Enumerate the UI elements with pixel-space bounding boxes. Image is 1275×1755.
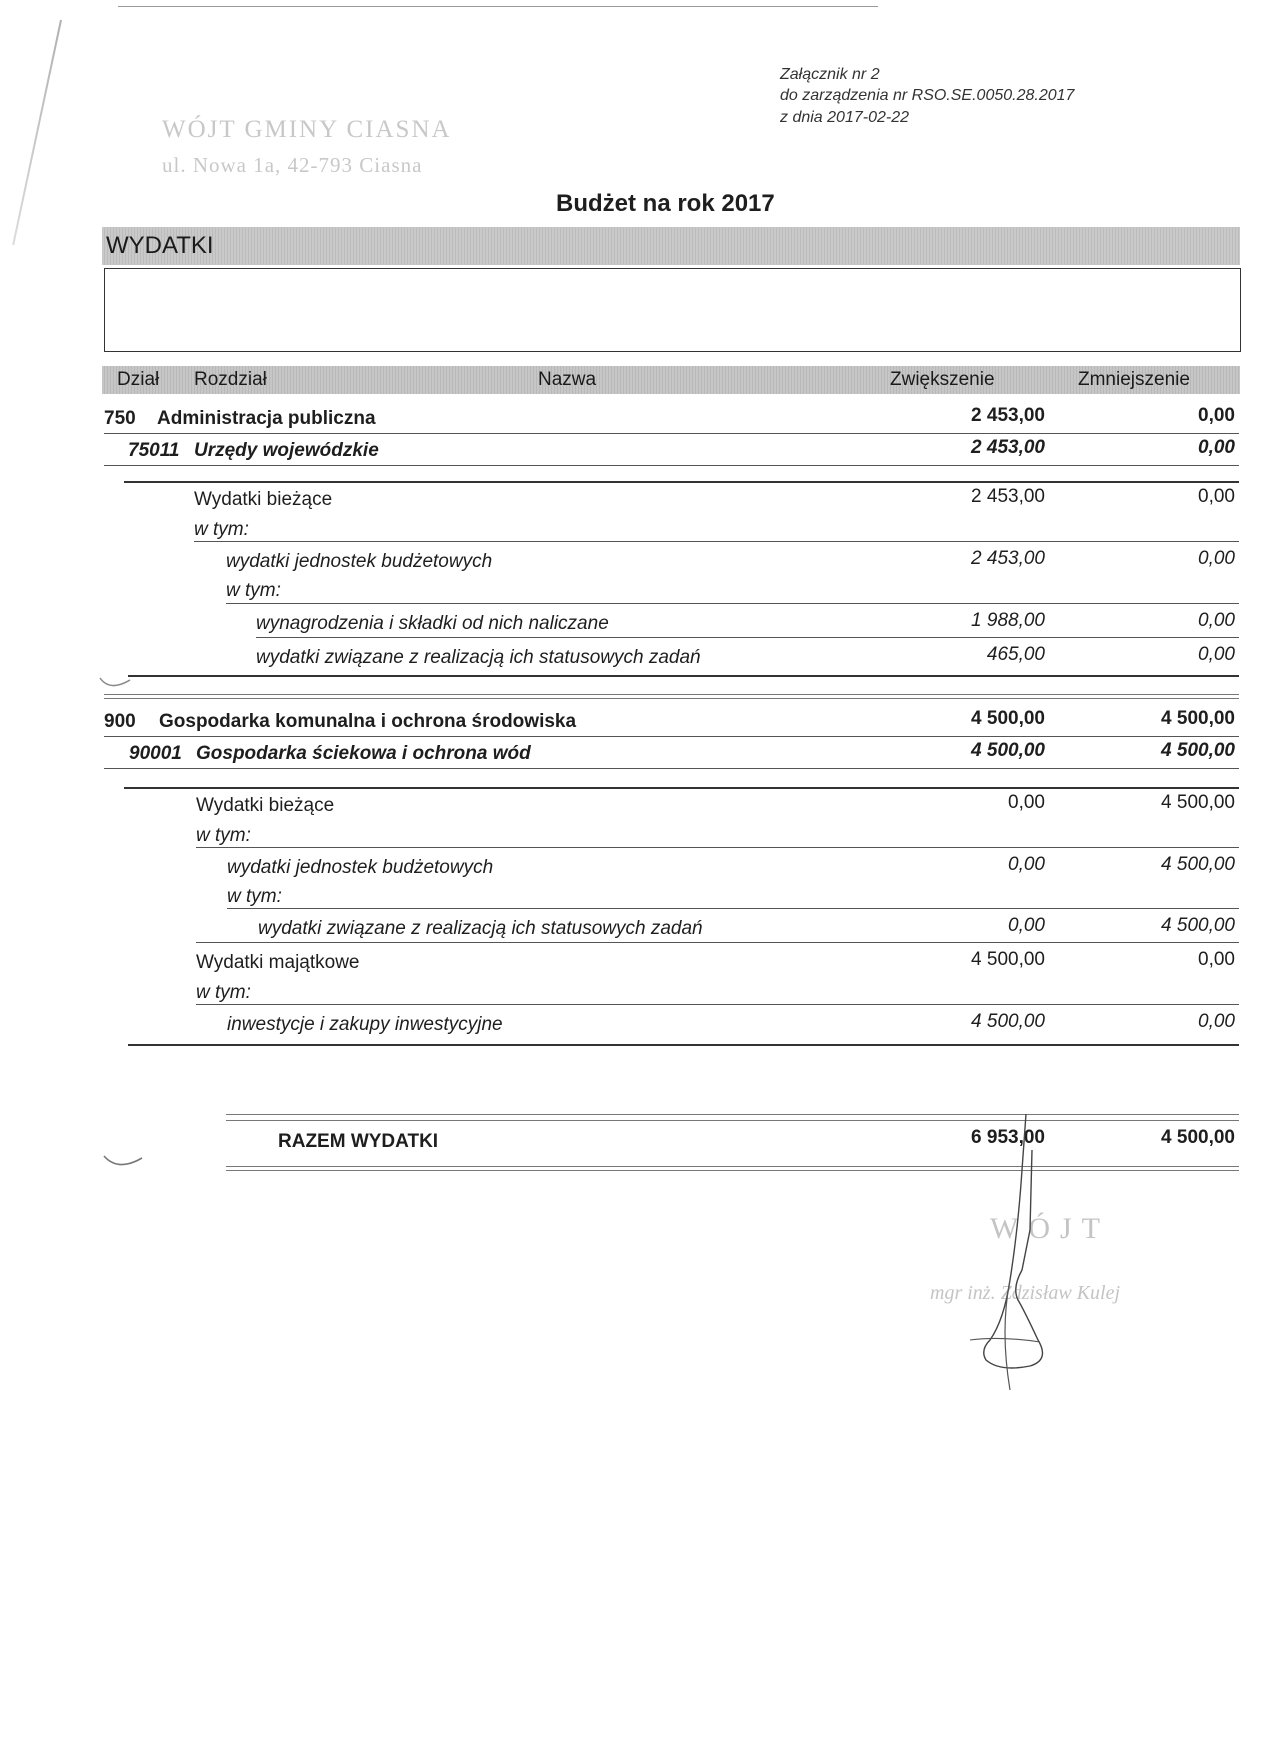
dzial-code: 750 xyxy=(104,408,136,429)
dzial-minus: 4 500,00 xyxy=(1161,708,1235,729)
dzial-code: 900 xyxy=(104,711,136,732)
annex-number: Załącznik nr 2 xyxy=(780,66,880,83)
row-rule xyxy=(226,1166,1239,1167)
rozdzial-plus: 4 500,00 xyxy=(971,740,1045,761)
header-nazwa: Nazwa xyxy=(538,369,597,390)
row-rule xyxy=(104,768,1239,769)
row-label: Wydatki majątkowe xyxy=(196,952,360,973)
rozdzial-minus: 4 500,00 xyxy=(1161,740,1235,761)
row-rule xyxy=(227,908,1239,909)
row-rule xyxy=(196,942,1239,943)
check-mark xyxy=(96,672,136,696)
row-plus: 4 500,00 xyxy=(971,1011,1045,1032)
section-band xyxy=(102,227,1240,265)
row-minus: 0,00 xyxy=(1198,486,1235,507)
row-plus: 465,00 xyxy=(986,644,1045,665)
total-minus: 4 500,00 xyxy=(1161,1127,1235,1148)
row-label: w tym: xyxy=(226,580,281,601)
dzial-name: Gospodarka komunalna i ochrona środowiska xyxy=(159,711,577,732)
row-plus: 0,00 xyxy=(1008,792,1045,813)
header-zmniejszenie: Zmniejszenie xyxy=(1078,369,1190,390)
total-label: RAZEM WYDATKI xyxy=(278,1131,439,1152)
row-rule xyxy=(104,694,1239,695)
scan-edge xyxy=(12,20,62,245)
row-label: wydatki jednostek budżetowych xyxy=(227,857,494,878)
row-minus: 0,00 xyxy=(1198,610,1235,631)
row-plus: 2 453,00 xyxy=(971,486,1045,507)
row-minus: 0,00 xyxy=(1198,1011,1235,1032)
row-rule xyxy=(226,1114,1239,1115)
row-rule xyxy=(104,736,1239,737)
row-rule xyxy=(226,1120,1239,1121)
dzial-minus: 0,00 xyxy=(1198,405,1235,426)
row-label: w tym: xyxy=(194,519,249,540)
row-rule xyxy=(196,847,1239,848)
row-rule xyxy=(128,675,1239,677)
row-rule xyxy=(226,603,1239,604)
row-minus: 0,00 xyxy=(1198,644,1235,665)
rozdzial-minus: 0,00 xyxy=(1198,437,1235,458)
row-plus: 1 988,00 xyxy=(971,610,1045,631)
rozdzial-code: 75011 xyxy=(128,440,180,461)
row-rule xyxy=(104,698,1239,699)
empty-box xyxy=(104,268,1241,352)
row-rule xyxy=(128,1044,1239,1046)
header-zwiekszenie: Zwiększenie xyxy=(890,369,995,390)
dzial-plus: 2 453,00 xyxy=(971,405,1045,426)
header-rozdzial: Rozdział xyxy=(194,369,267,390)
row-minus: 4 500,00 xyxy=(1161,792,1235,813)
signature-office: WÓJT xyxy=(990,1212,1110,1245)
rozdzial-name: Urzędy wojewódzkie xyxy=(194,440,379,461)
total-plus: 6 953,00 xyxy=(971,1127,1045,1148)
row-rule xyxy=(196,1004,1239,1005)
row-plus: 0,00 xyxy=(1008,915,1045,936)
row-minus: 0,00 xyxy=(1198,548,1235,569)
row-rule xyxy=(194,541,1239,542)
header-dzial: Dział xyxy=(117,369,160,390)
row-label: w tym: xyxy=(196,825,251,846)
dzial-name: Administracja publiczna xyxy=(157,408,376,429)
row-rule xyxy=(226,1170,1239,1171)
check-mark xyxy=(100,1148,146,1176)
row-label: Wydatki bieżące xyxy=(196,795,335,816)
annex-date: z dnia 2017-02-22 xyxy=(780,109,909,126)
row-label: wynagrodzenia i składki od nich naliczane xyxy=(256,613,609,634)
row-label: wydatki związane z realizacją ich statusowych zadań xyxy=(256,647,701,668)
page-title: Budżet na rok 2017 xyxy=(556,190,775,217)
row-plus: 2 453,00 xyxy=(971,548,1045,569)
signature-name: mgr inż. Zdzisław Kulej xyxy=(930,1282,1121,1304)
row-plus: 0,00 xyxy=(1008,854,1045,875)
stamp-line-1: WÓJT GMINY CIASNA xyxy=(162,116,452,143)
row-plus: 4 500,00 xyxy=(971,949,1045,970)
row-minus: 4 500,00 xyxy=(1161,854,1235,875)
row-rule xyxy=(104,433,1239,434)
row-label: wydatki związane z realizacją ich statusowych zadań xyxy=(258,918,703,939)
row-rule xyxy=(124,481,1239,483)
row-label: inwestycje i zakupy inwestycyjne xyxy=(227,1014,503,1035)
section-label: WYDATKI xyxy=(106,232,214,259)
row-rule xyxy=(256,637,1239,638)
row-rule xyxy=(104,465,1239,466)
row-rule xyxy=(124,787,1239,789)
dzial-plus: 4 500,00 xyxy=(971,708,1045,729)
row-label: Wydatki bieżące xyxy=(194,489,333,510)
stamp-line-2: ul. Nowa 1a, 42-793 Ciasna xyxy=(162,153,423,177)
row-minus: 0,00 xyxy=(1198,949,1235,970)
row-label: wydatki jednostek budżetowych xyxy=(226,551,493,572)
scan-edge xyxy=(118,6,878,7)
table-header xyxy=(102,366,1240,394)
row-label: w tym: xyxy=(227,886,282,907)
handwritten-signature xyxy=(960,1110,1070,1400)
rozdzial-code: 90001 xyxy=(129,743,182,764)
row-label: w tym: xyxy=(196,982,251,1003)
row-minus: 4 500,00 xyxy=(1161,915,1235,936)
annex-reference: do zarządzenia nr RSO.SE.0050.28.2017 xyxy=(780,87,1075,104)
rozdzial-name: Gospodarka ściekowa i ochrona wód xyxy=(196,743,531,764)
rozdzial-plus: 2 453,00 xyxy=(971,437,1045,458)
